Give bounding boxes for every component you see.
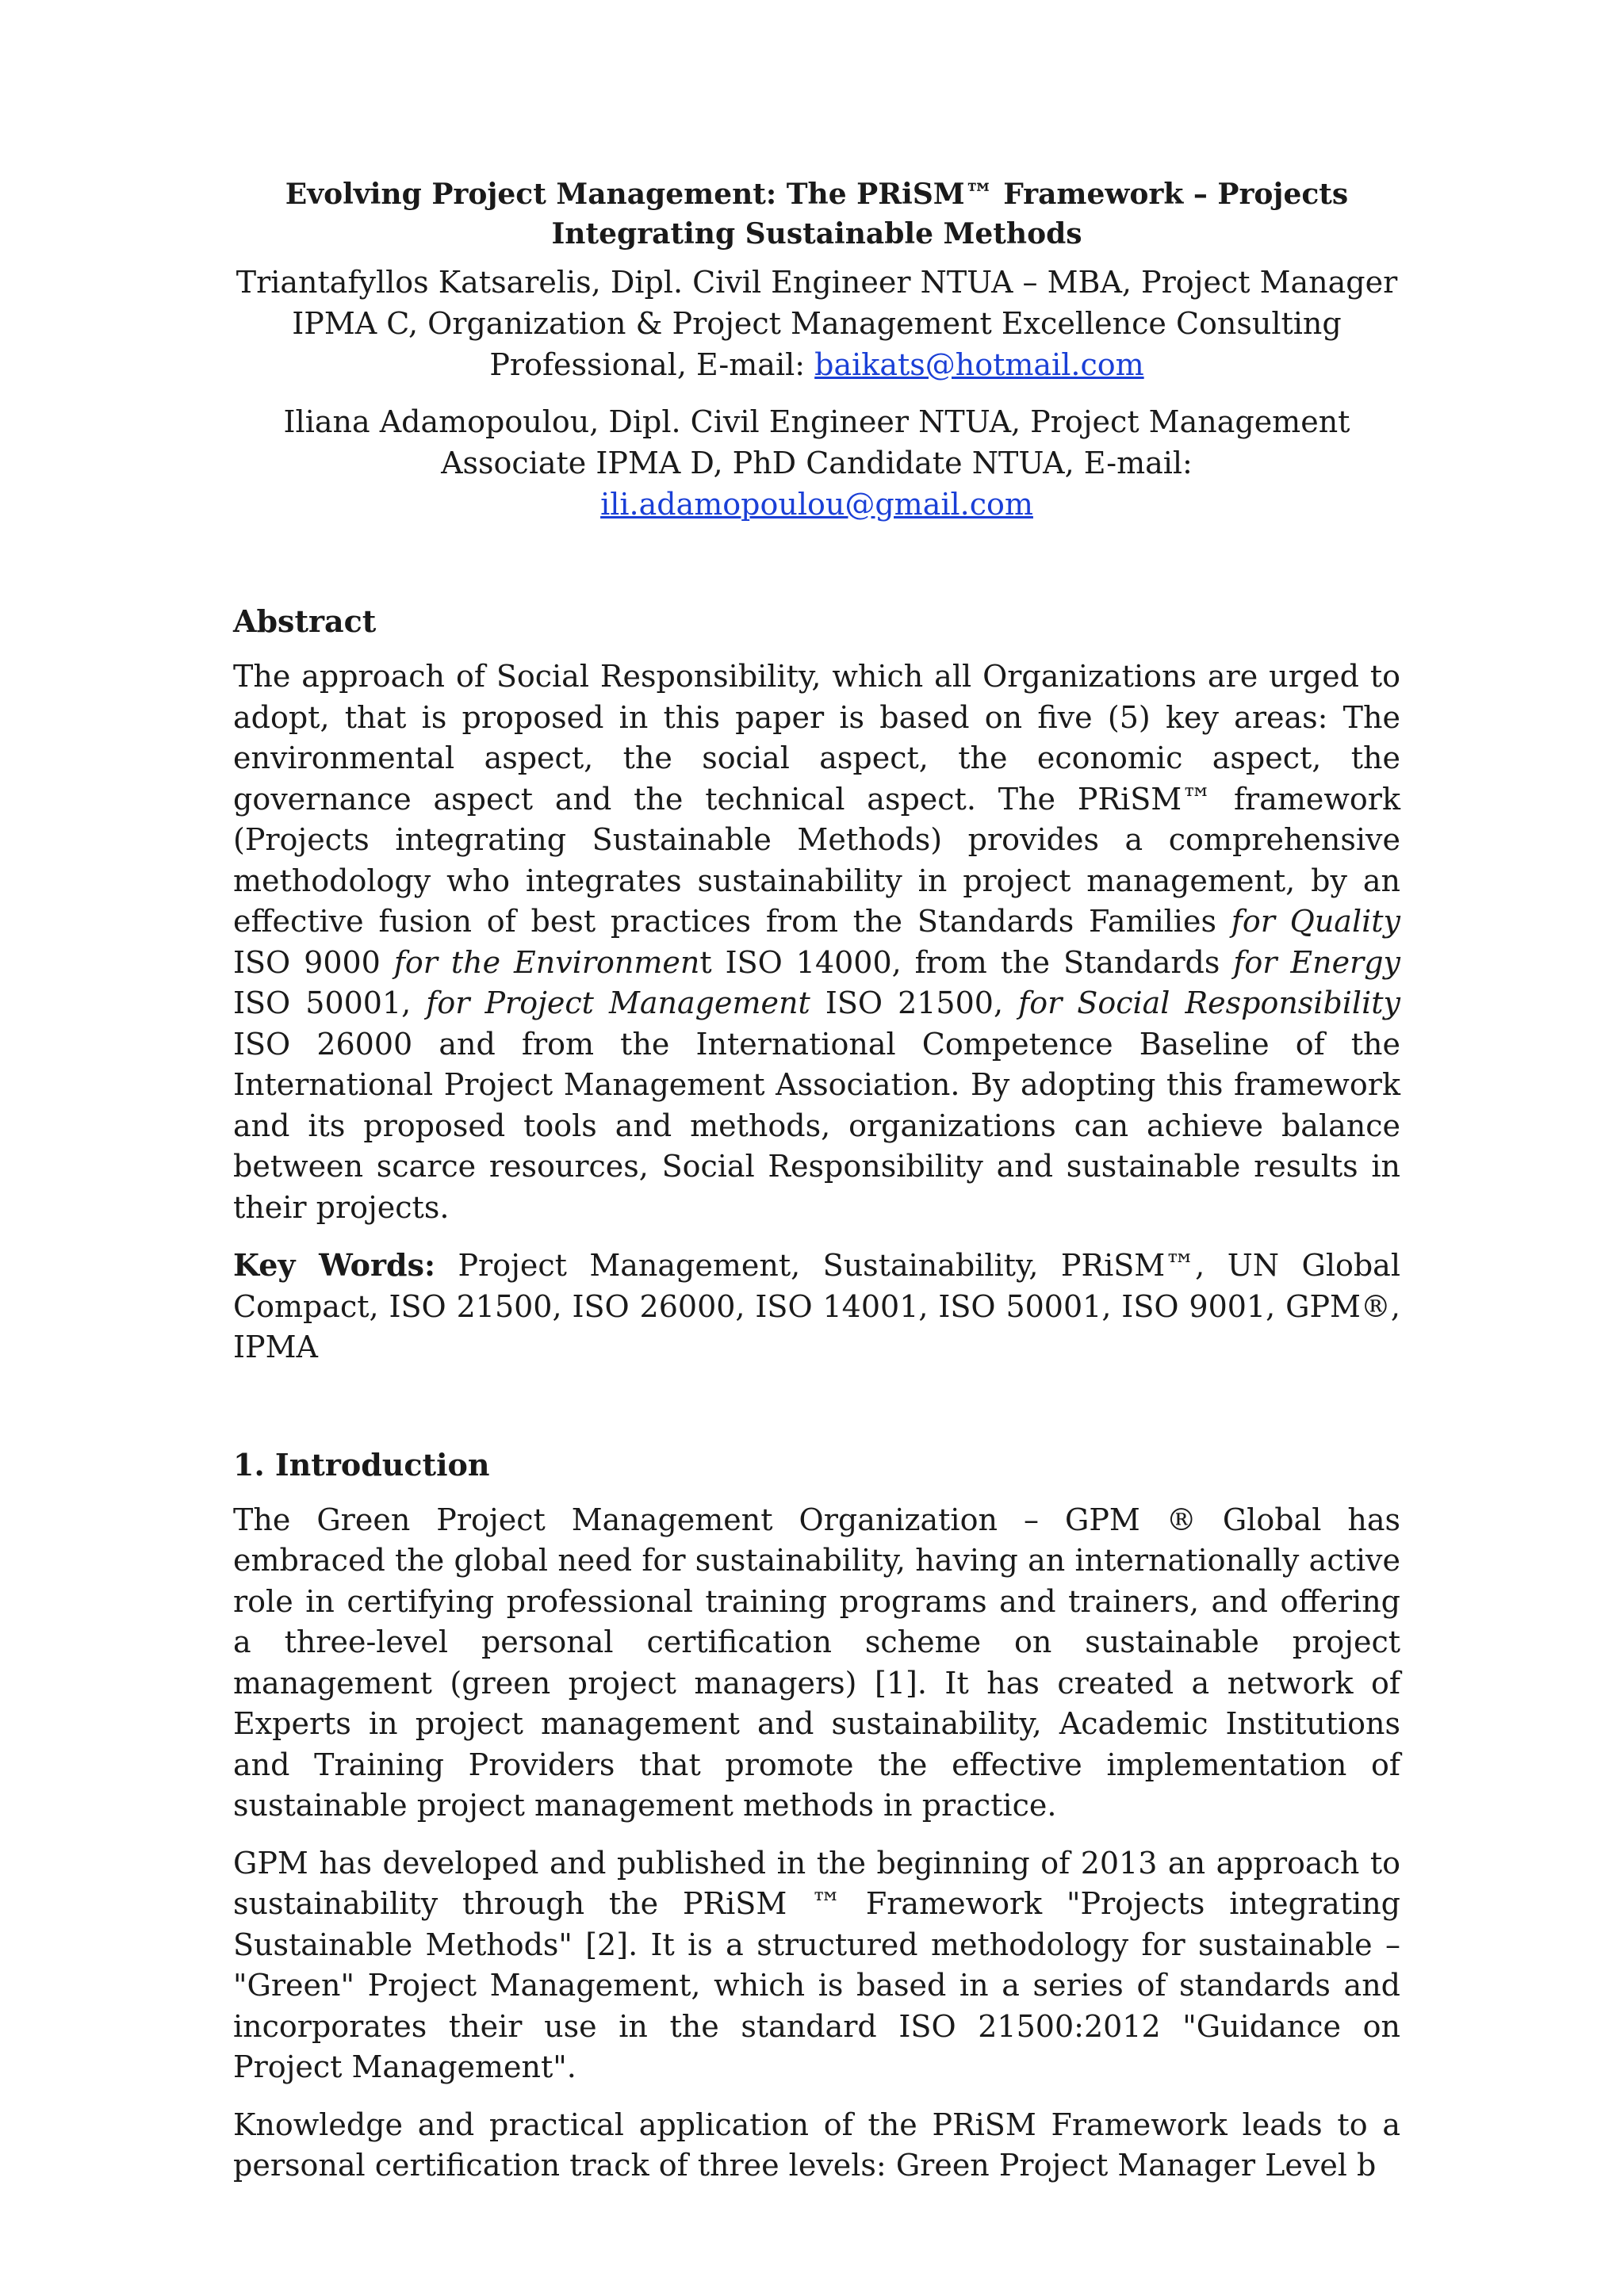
abstract-italic-2: for the Environmen [393,944,700,980]
author-1-email-link[interactable]: baikats@hotmail.com [814,347,1144,382]
author-1 [233,262,1400,385]
abstract-italic-5: for Social Responsibility [1018,985,1400,1020]
introduction-heading: 1. Introduction [233,1446,490,1483]
author-2 [233,401,1400,525]
abstract-italic-3: for Energy [1233,944,1401,980]
abstract-part-1: The approach of Social Responsibility, which all Organizations are urged to adopt, that is proposed in this paper is based on five (5) key areas: The environmental aspect, the social aspect, the economic aspect, the governance aspect and the technical aspect. The PRiSM™ framework (Projects integrating Sustainable Methods) provides a comprehensive methodology who integrates sustainability in project management, by an effective fusion of best practices from the Standards Families [233,659,1400,939]
abstract-part-2: ISO 9000 [233,944,394,980]
abstract-italic-1: for Quality [1231,904,1401,939]
abstract-part-5: ISO 21500, [810,985,1019,1020]
paper-title: Evolving Project Management: The PRiSM™ Framework – Projects Integrating Sustainable Methods [285,178,1349,251]
intro-paragraph-3: Knowledge and practical application of the PRiSM Framework leads to a personal certification track of three levels: Green Project Manager Level b [233,2107,1400,2183]
keywords-text: Project Management, Sustainability, PRiSM™, UN Global Compact, ISO 21500, ISO 26000, ISO 14001, ISO 50001, ISO 9001, GPM®, IPMA [233,1248,1400,1364]
abstract-part-3: t ISO 14000, from the Standards [699,944,1234,980]
keywords [233,1245,1400,1368]
author-2-affiliation: Iliana Adamopoulou, Dipl. Civil Engineer NTUA, Project Management Associate IPMA D, PhD Candidate NTUA, E-mail: [283,404,1350,480]
abstract-text [233,656,1400,1228]
keywords-label: Key Words: [233,1247,435,1283]
intro-paragraph-1: The Green Project Management Organization – GPM ® Global has embraced the global need for sustainability, having an internationally active role in certifying professional training programs and trainers, and offering a three-level personal certification scheme on sustainable project management (green project managers) [1]. It has created a network of Experts in project management and sustainability, Academic Institutions and Training Providers that promote the effective implementation of sustainable project management methods in practice. [233,1502,1400,1823]
author-2-email-link[interactable]: ili.adamopoulou@gmail.com [600,487,1033,522]
abstract-part-4: ISO 50001, [233,985,427,1020]
abstract-italic-4: for Project Management [426,985,810,1020]
author-1-affiliation: Triantafyllos Katsarelis, Dipl. Civil Engineer NTUA – MBA, Project Manager IPMA C, Organization & Project Management Excellence Consulting Professional, E-mail: [236,265,1398,382]
abstract-heading: Abstract [233,603,377,639]
intro-paragraph-2: GPM has developed and published in the beginning of 2013 an approach to sustainability through the PRiSM ™ Framework "Projects integrating Sustainable Methods" [2]. It is a structured methodology for sustainable – "Green" Project Management, which is based in a series of standards and incorporates their use in the standard ISO 21500:2012 "Guidance on Project Management". [233,1845,1400,2084]
abstract-part-6: ISO 26000 and from the International Competence Baseline of the International Project Management Association. By adopting this framework and its proposed tools and methods, organizations can achieve balance between scarce resources, Social Responsibility and sustainable results in their projects. [233,1026,1400,1225]
